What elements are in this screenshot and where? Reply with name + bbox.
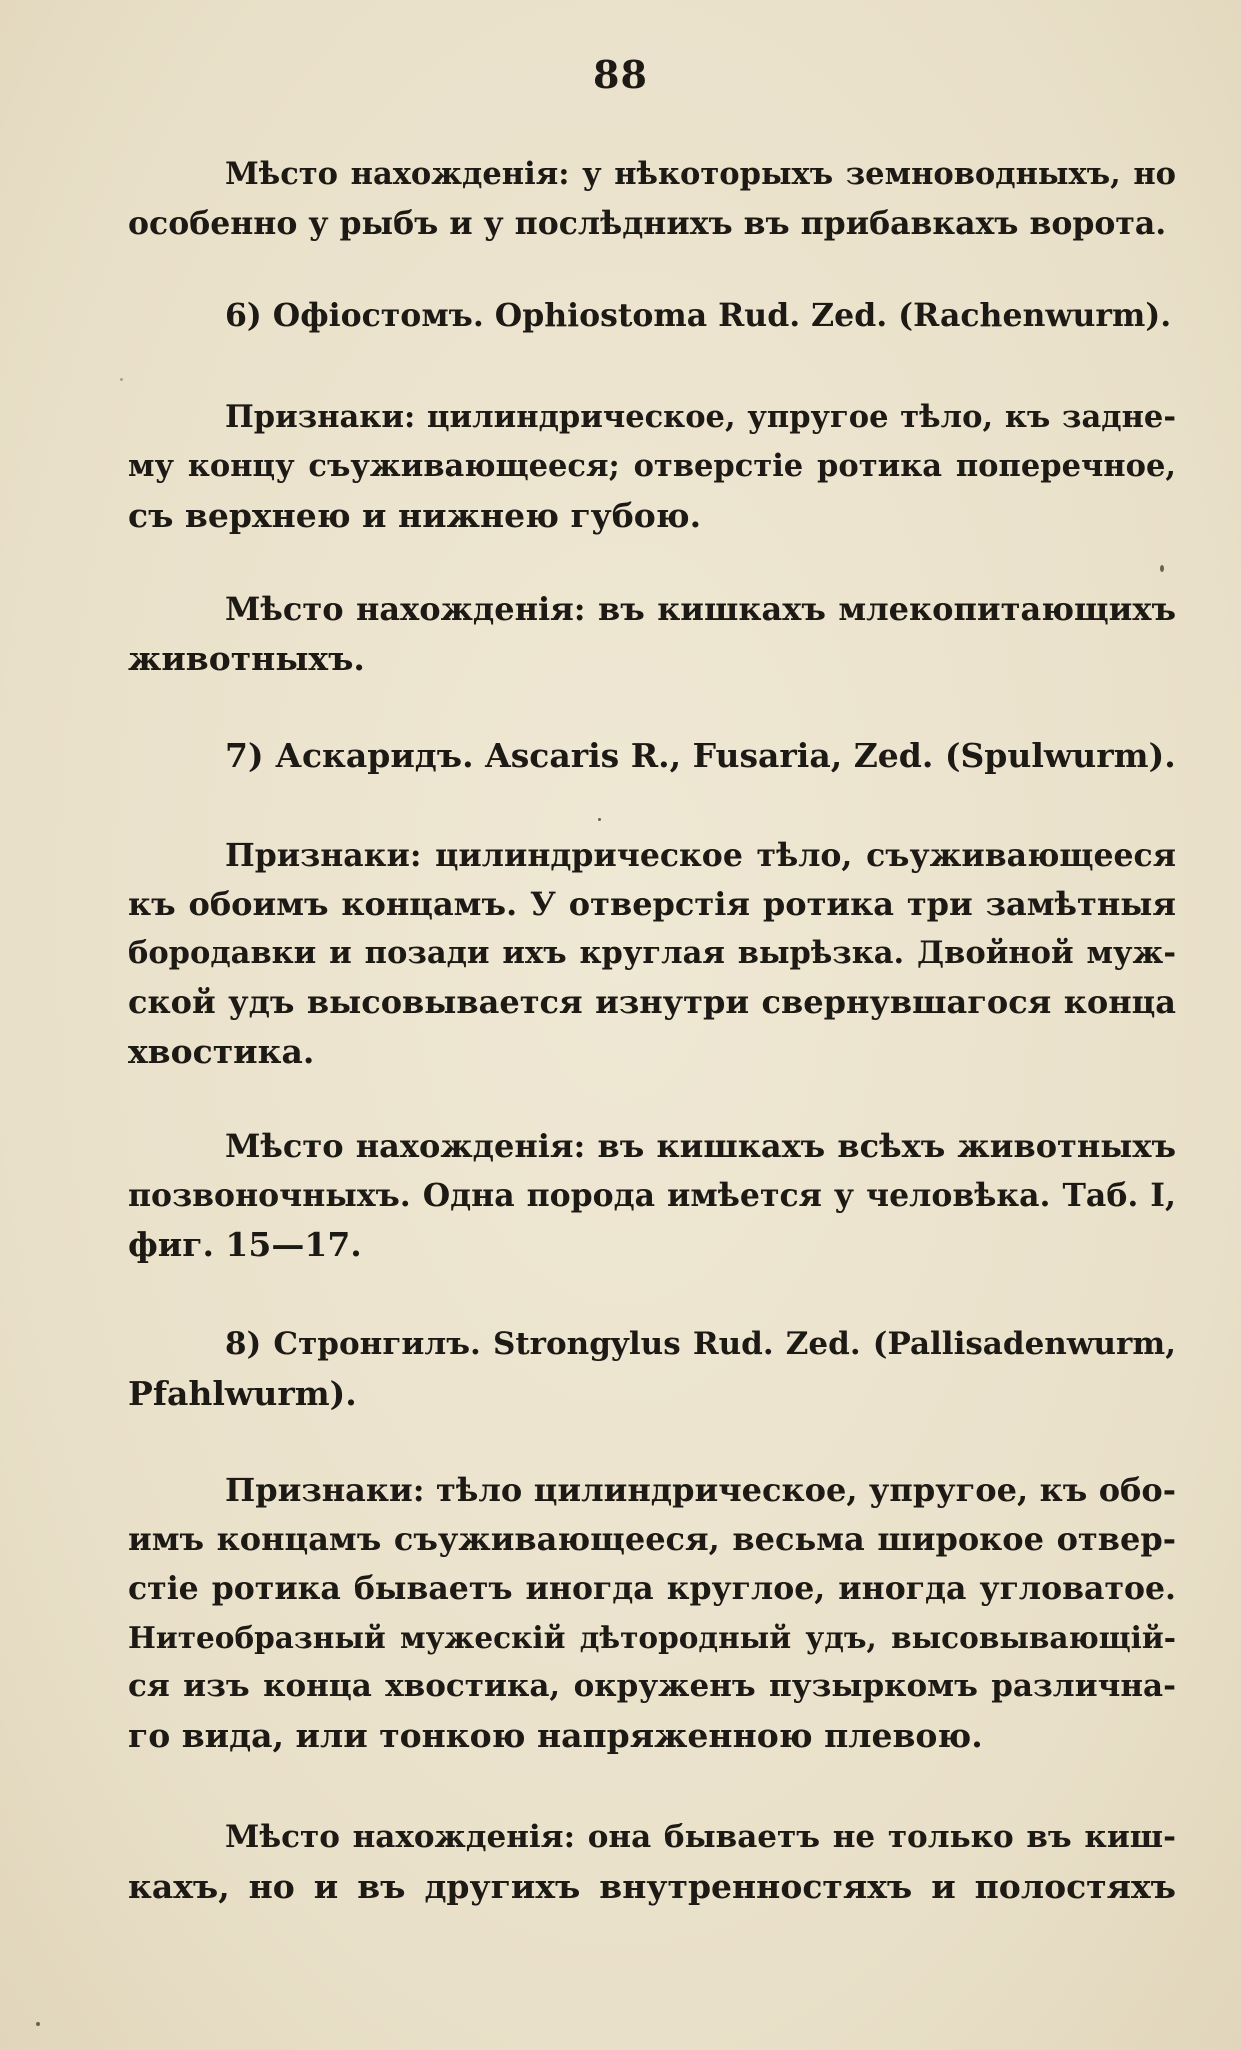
paper-speck [598,818,601,821]
features-paragraph [128,831,1176,1076]
text-line: къ обоимъ концамъ. У отверстія ротика три замѣтныя [128,885,1176,923]
text-line: бородавки и позади ихъ круглая вырѣзка. Двойной муж- [128,935,1176,971]
text-line: Нитеобразный мужескій дѣтородный удъ, высовывающій- [128,1620,1176,1655]
text-line: съ верхнею и нижнею губою. [128,496,702,535]
paper-speck [36,2022,40,2026]
habitat-paragraph [128,585,1176,683]
text-line: му концу съуживающееся; отверстіе ротика поперечное, [128,448,1176,484]
text-line: Признаки: цилиндрическое тѣло, съуживающееся [225,837,1176,874]
text-line: 6) Офіостомъ. Ophiostoma Rud. Zed. (Rachenwurm). [225,297,1172,334]
text-line: стіе ротика бываетъ иногда круглое, иногда угловатое. [128,1570,1176,1607]
text-line: кахъ, но и въ другихъ внутренностяхъ и полостяхъ [128,1867,1176,1906]
text-line: Мѣсто нахожденія: она бываетъ не только въ киш- [225,1819,1176,1855]
text-line: 8) Стронгилъ. Strongylus Rud. Zed. (Pallisadenwurm, [225,1326,1176,1362]
text-line: фиг. 15—17. [128,1225,362,1264]
paper-speck [120,378,123,381]
genus-heading-ascaris [128,731,1176,780]
text-line: имъ концамъ съуживающееся, весьма широкое отвер- [128,1520,1176,1558]
page-number: 88 [593,52,648,97]
text-line: хвостика. [128,1032,315,1071]
text-line: позвоночныхъ. Одна порода имѣется у человѣка. Таб. I, [128,1177,1176,1214]
text-line: особенно у рыбъ и у послѣднихъ въ прибавкахъ ворота. [128,205,1167,242]
paper-speck [1160,565,1164,572]
genus-heading-ophiostoma [128,291,1176,340]
text-line: Мѣсто нахожденія: въ кишкахъ всѣхъ животныхъ [225,1127,1176,1165]
text-line: животныхъ. [128,639,365,678]
features-paragraph [128,1466,1176,1760]
text-line: ся изъ конца хвостика, окруженъ пузыркомъ различна- [128,1668,1176,1704]
text-line: 7) Аскаридъ. Ascaris R., Fusaria, Zed. (Spulwurm). [225,736,1176,775]
text-line: Признаки: тѣло цилиндрическое, упругое, къ обо- [225,1471,1176,1509]
habitat-paragraph [128,1122,1176,1269]
text-line: Pfahlwurm). [128,1374,357,1413]
genus-heading-strongylus [128,1320,1176,1418]
text-line: го вида, или тонкою напряженною плевою. [128,1716,983,1755]
habitat-paragraph [128,1813,1176,1911]
text-line: ской удъ высовывается изнутри свернувшагося конца [128,983,1176,1021]
features-paragraph [128,393,1176,540]
text-line: Мѣсто нахожденія: у нѣкоторыхъ земноводныхъ, но [225,156,1176,192]
habitat-paragraph [128,150,1176,248]
text-line: Признаки: цилиндрическое, упругое тѣло, къ задне- [225,399,1176,435]
text-line: Мѣсто нахожденія: въ кишкахъ млекопитающихъ [225,590,1176,628]
